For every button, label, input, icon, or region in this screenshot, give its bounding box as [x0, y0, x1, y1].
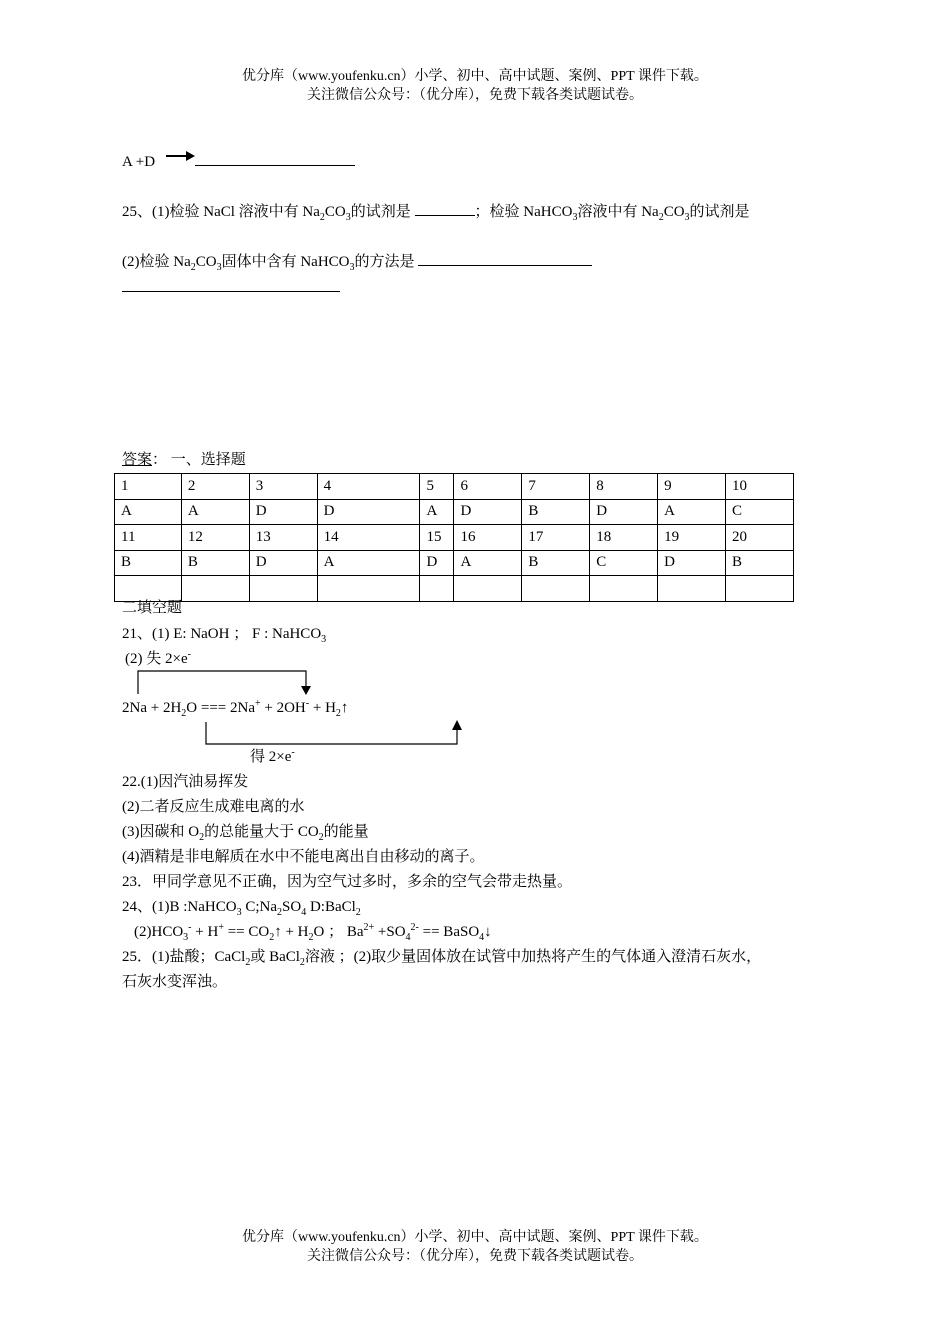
- electron-gain-arrowhead: [452, 720, 462, 730]
- answer-22-3: (3)因碳和 $O_2$的总能量大于 $CO_2$的能量: [122, 824, 369, 843]
- question-24-reaction: [122, 151, 355, 172]
- table-cell: A: [317, 550, 420, 576]
- table-cell: 7: [522, 474, 590, 500]
- table-cell: 15: [420, 525, 454, 551]
- electron-loss-arrowhead: [301, 686, 311, 695]
- table-cell: D: [249, 550, 317, 576]
- table-cell: [181, 576, 249, 602]
- question-25-part2: (2)检验 $Na_2CO_3$固体中含有 NaHCO$_3$的方法是: [122, 251, 592, 272]
- redox-equation: $2Na + 2H_2O$ === $2Na^+ + 2OH^- + H_2↑$: [122, 698, 349, 719]
- table-cell: 19: [658, 525, 726, 551]
- electron-loss-line: [138, 671, 306, 694]
- table-cell: 11: [115, 525, 182, 551]
- table-cell: D: [658, 550, 726, 576]
- table-row: [115, 499, 794, 525]
- table-row: [115, 550, 794, 576]
- page-header-line2: 关注微信公众号：（优分库），免费下载各类试题试卷。: [307, 88, 643, 103]
- table-cell: C: [726, 499, 794, 525]
- table-cell: 1: [115, 474, 182, 500]
- table-cell: 8: [590, 474, 658, 500]
- table-cell: 13: [249, 525, 317, 551]
- table-cell: [522, 576, 590, 602]
- answer-22-1: 22.(1)因汽油易挥发: [122, 774, 249, 790]
- table-cell: [590, 576, 658, 602]
- table-cell: [317, 576, 420, 602]
- answer-23: 23．甲同学意见不正确，因为空气过多时，多余的空气会带走热量。: [122, 874, 573, 890]
- answer-22-4: (4)酒精是非电解质在水中不能电离出自由移动的离子。: [122, 849, 485, 865]
- table-cell: B: [522, 499, 590, 525]
- table-cell: A: [181, 499, 249, 525]
- question-25-part1: 25、(1)检验 NaCl 溶液中有 $Na_2CO_3$的试剂是 ；检验 NaHCO$_3$溶液中有 $Na_2CO_3$的试剂是: [122, 201, 750, 222]
- answer-25-1: 25．(1)盐酸；CaCl$_2$或 BaCl$_2$溶液 ；(2)取少量固体放在试管中加热将产生的气体通入澄清石灰水，: [122, 949, 762, 968]
- table-cell: A: [420, 499, 454, 525]
- table-cell: 18: [590, 525, 658, 551]
- table-cell: 9: [658, 474, 726, 500]
- answer-blank-25-2a[interactable]: [418, 251, 592, 266]
- table-cell: [454, 576, 522, 602]
- reaction-label: A +D: [122, 154, 156, 170]
- answer-blank-reaction[interactable]: [195, 151, 355, 166]
- table-cell: B: [726, 550, 794, 576]
- table-row: [115, 576, 794, 602]
- table-cell: 6: [454, 474, 522, 500]
- table-cell: 16: [454, 525, 522, 551]
- answer-22-2: (2)二者反应生成难电离的水: [122, 799, 305, 815]
- table-cell: C: [590, 550, 658, 576]
- table-cell: A: [454, 550, 522, 576]
- electron-gain-label: 得 2×e-: [250, 747, 295, 765]
- table-row: [115, 474, 794, 500]
- table-cell: D: [454, 499, 522, 525]
- table-cell: B: [522, 550, 590, 576]
- table-cell: 20: [726, 525, 794, 551]
- table-cell: [249, 576, 317, 602]
- page-header-line1: 优分库（www.youfenku.cn）小学、初中、高中试题、案例、PPT 课件下载。: [242, 69, 708, 84]
- table-cell: A: [115, 499, 182, 525]
- table-cell: B: [115, 550, 182, 576]
- table-cell: 14: [317, 525, 420, 551]
- answer-blank-25-1a[interactable]: [415, 201, 475, 216]
- table-cell: 3: [249, 474, 317, 500]
- table-cell: 2: [181, 474, 249, 500]
- table-cell: A: [658, 499, 726, 525]
- table-cell: D: [317, 499, 420, 525]
- answers-heading: 答案： 一、选择题: [122, 452, 246, 468]
- table-cell: 4: [317, 474, 420, 500]
- answer-21-2-loss-label: (2) 失 2×e-: [125, 649, 191, 667]
- answer-25-2: 石灰水变浑浊。: [122, 974, 228, 990]
- table-cell: [658, 576, 726, 602]
- answer-blank-25-2b[interactable]: [122, 277, 340, 292]
- table-cell: 5: [420, 474, 454, 500]
- table-cell: 17: [522, 525, 590, 551]
- fill-blank-heading: 二填空题: [122, 600, 183, 616]
- multiple-choice-answer-table: [114, 473, 794, 602]
- table-cell: D: [420, 550, 454, 576]
- answer-21-1: 21、(1) E: NaOH ； F : NaHCO$_3$: [122, 626, 327, 645]
- electron-gain-line: [206, 722, 457, 744]
- table-cell: [420, 576, 454, 602]
- answer-24-2: $(2)HCO_3^- + H^+$ == $CO_2↑ + H_2O$ ； $Ba^{2+} +SO_4^{2-}$ == BaSO$_4$↓: [134, 922, 492, 943]
- table-cell: 10: [726, 474, 794, 500]
- table-cell: B: [181, 550, 249, 576]
- page-footer-line1: 优分库（www.youfenku.cn）小学、初中、高中试题、案例、PPT 课件下载。: [242, 1230, 708, 1245]
- table-cell: 12: [181, 525, 249, 551]
- answer-24-1: 24、(1)B :NaHCO$_3$ $C;Na_2SO_4$ D:BaCl$_2$: [122, 899, 361, 918]
- table-cell: [726, 576, 794, 602]
- page-footer-line2: 关注微信公众号：（优分库），免费下载各类试题试卷。: [307, 1249, 643, 1264]
- table-cell: D: [590, 499, 658, 525]
- table-cell: D: [249, 499, 317, 525]
- table-row: [115, 525, 794, 551]
- question-25-part2-line2: [122, 277, 340, 298]
